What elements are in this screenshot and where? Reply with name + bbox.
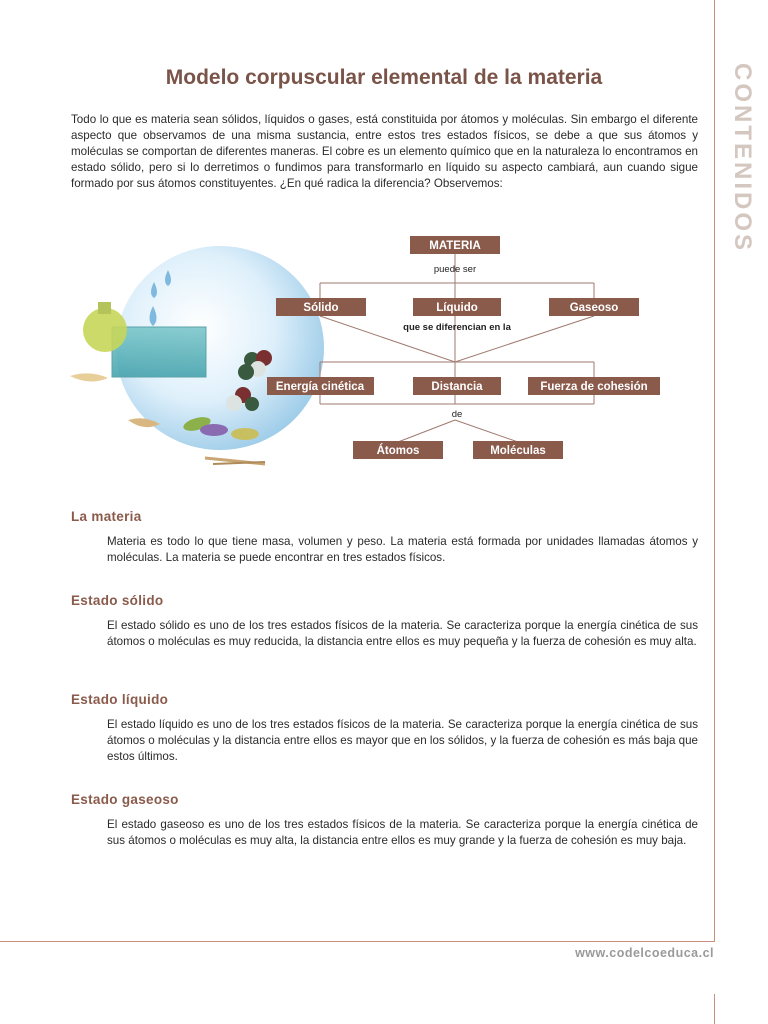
- section-heading: La materia: [71, 509, 142, 524]
- node-liquido: [413, 298, 501, 316]
- states-of-matter-illustration: [70, 246, 324, 464]
- page-title: Modelo corpuscular elemental de la materia: [165, 66, 603, 89]
- intro-paragraph: Todo lo que es materia sean sólidos, líquidos o gases, está constituida por átomos y moléculas. Sin embargo el diferente aspecto que observamos de una misma sustancia, entre estos tres estados físicos, se debe a que sus átomos y moléculas se comportan de diferentes maneras. El cobre es un elemento químico que en la naturaleza lo encontramos en estado sólido, pero si lo derretimos o fundimos para transformarlo en líquido su aspecto cambiará, aun cuando sigue formado por sus átomos constituyentes. ¿En qué radica la diferencia? Observemos:: [71, 113, 698, 190]
- node-label: Moléculas: [490, 445, 546, 457]
- node-materia: [410, 236, 500, 254]
- matter-concept-map: [0, 0, 768, 500]
- node-atomos: [353, 441, 443, 459]
- footer-website-link[interactable]: www.codelcoeduca.cl: [575, 946, 714, 960]
- node-moleculas: [473, 441, 563, 459]
- section-body: El estado sólido es uno de los tres estados físicos de la materia. Se caracteriza porque la energía cinética de sus átomos o moléculas es muy reducida, la distancia entre ellos es muy pequeña y la fuerza de cohesión es muy alta.: [107, 619, 698, 648]
- sidebar-label: CONTENIDOS: [729, 62, 756, 254]
- node-label: Átomos: [376, 445, 420, 457]
- link-label-puede-ser: puede ser: [433, 264, 477, 275]
- section-body: Materia es todo lo que tiene masa, volumen y peso. La materia está formada por unidades llamadas átomos y moléculas. La materia se puede encontrar en tres estados físicos.: [107, 535, 698, 564]
- section-heading: Estado gaseoso: [71, 792, 179, 807]
- page-frame-bottom: [0, 941, 715, 942]
- node-distancia: [413, 377, 501, 395]
- node-label: Fuerza de cohesión: [540, 381, 648, 393]
- link-label-diferencian: que se diferencian en la: [403, 322, 511, 333]
- node-label: Energía cinética: [275, 381, 365, 393]
- node-label: Gaseoso: [569, 302, 619, 314]
- section-estado-liquido: [71, 692, 698, 765]
- node-solido: [276, 298, 366, 316]
- node-gaseoso: [549, 298, 639, 316]
- section-body: El estado gaseoso es uno de los tres estados físicos de la materia. Se caracteriza porque la energía cinética de sus átomos o moléculas es muy alta, la distancia entre ellos es muy grande y la fuerza de cohesión es muy baja.: [107, 818, 698, 847]
- section-estado-gaseoso: [71, 792, 698, 849]
- node-label: MATERIA: [429, 240, 481, 252]
- section-heading: Estado sólido: [71, 593, 164, 608]
- node-label: Distancia: [431, 381, 483, 393]
- node-label: Sólido: [303, 302, 339, 314]
- node-fuerza-cohesion: [528, 377, 660, 395]
- link-label-de: de: [451, 409, 463, 420]
- section-estado-solido: [71, 593, 698, 650]
- page-frame-tail: [714, 994, 715, 1024]
- node-label: Líquido: [436, 302, 478, 314]
- node-energia-cinetica: [267, 377, 374, 395]
- section-heading: Estado líquido: [71, 692, 169, 707]
- section-body: El estado líquido es uno de los tres estados físicos de la materia. Se caracteriza porque la energía cinética de sus átomos o moléculas y la distancia entre ellos es mayor que en los sólidos, y la fuerza de cohesión es más baja que estos últimos.: [107, 718, 698, 763]
- section-la-materia: [71, 509, 698, 566]
